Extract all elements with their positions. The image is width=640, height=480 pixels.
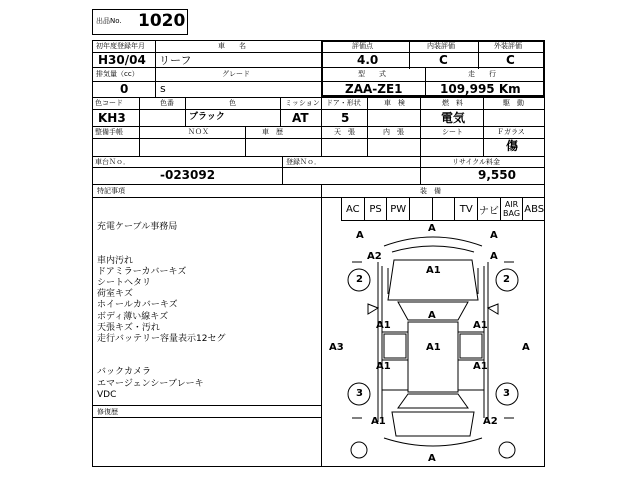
equipment-row [341,197,545,221]
damage-mark: A1 [371,416,386,427]
fglass-label: Ｆガラス [497,128,525,136]
transmission-value: AT [292,111,309,125]
equip-ps: PS [365,198,388,220]
note-line [97,356,319,367]
exterior-value: C [506,53,515,67]
reg-year-label: 初年度登録年月 [96,42,145,50]
roof-label: 天 張 [334,128,355,136]
damage-mark: A2 [483,416,498,427]
recycle-label: リサイクル料金 [452,158,501,166]
damage-mark: A3 [329,342,344,353]
notes-list [97,222,319,401]
transmission-label: ミッション [285,99,320,107]
note-line: ボディ薄い線キズ [97,311,169,322]
interior-value: C [439,53,448,67]
fuel-value: 電気 [441,111,466,125]
reg-year-value: H30/04 [98,53,146,67]
lot-label: 出品No. [96,17,122,25]
equip-blank-1 [410,198,433,220]
repair-label: 修復歴 [97,408,118,416]
chassis-label: 車台Ｎｏ． [95,158,130,166]
car-name-label: 車 名 [218,42,246,50]
note-line [97,244,319,255]
displacement-value: 0 [120,82,129,96]
mileage-label: 走 行 [468,70,496,78]
note-line: バックカメラ [97,367,152,378]
equip-airbag: AIR BAG [501,198,524,220]
car-name-value: リーフ [159,54,192,67]
seat-label: シート [442,128,463,136]
note-line: 充電ケーブル事務局 [97,222,178,232]
rear-bumper [384,438,482,446]
damage-mark: A [428,453,436,464]
damage-mark: A [428,310,436,321]
grade-value: s [160,82,166,95]
damage-mark: A1 [426,265,441,276]
damage-mark: A1 [473,320,488,331]
damage-mark: A [490,230,498,241]
chassis-value: -023092 [160,168,216,182]
registration-label: 登録Ｎｏ． [286,158,321,166]
lot-number: 1020 [138,11,186,31]
front-bumper [384,237,482,246]
rear-window [398,394,468,408]
fuel-label: 燃 料 [442,99,463,107]
damage-mark: A [356,230,364,241]
equip-ac: AC [342,198,365,220]
model-label: 型 式 [358,70,386,78]
score-label: 評価点 [352,42,373,50]
damage-mark: 2 [503,274,510,285]
color-code-value: KH3 [98,111,126,125]
note-line: ホイールカバーキズ [97,300,178,311]
damage-mark: 2 [356,274,363,285]
color-label: 色 [229,99,236,107]
history-label: 車 歴 [262,128,283,136]
equip-tv: TV [455,198,478,220]
interior-label: 内装評価 [427,42,455,50]
damage-mark: 3 [503,388,510,399]
damage-mark: A1 [473,361,488,372]
grade-label: グレード [222,70,250,78]
interior-trim-label: 内 張 [383,128,404,136]
spare-left [351,442,367,458]
note-line: 荷室キズ [97,289,133,300]
damage-mark: A2 [367,251,382,262]
notes-label: 特記事項 [97,187,125,195]
damage-mark: A [490,251,498,262]
doors-label: ドア・形状 [326,99,361,107]
roof [408,322,458,392]
trunk [392,412,474,436]
note-line: シートヘタリ [97,277,152,288]
fglass-value: 傷 [506,139,519,153]
note-line: 天張キズ・汚れ [97,322,160,333]
note-line: VDC [97,389,117,400]
damage-mark: 3 [356,388,363,399]
spare-right [499,442,515,458]
note-line: 車内汚れ [97,255,134,266]
damage-mark: A1 [426,342,441,353]
equip-pw: PW [387,198,410,220]
damage-mark: A1 [376,361,391,372]
note-line [97,233,319,244]
damage-mark: A1 [376,320,391,331]
note-line: ドアミラーカバーキズ [97,266,187,277]
equipment-label: 装 備 [420,187,441,195]
exterior-label: 外装評価 [494,42,522,50]
nox-label: ＮＯＸ [188,128,209,136]
note-line: 走行バッテリー容量表示12セグ [97,333,226,344]
color-code-label: 色コード [95,99,123,107]
inspection-label: 車 検 [384,99,405,107]
model-value: ZAA-ZE1 [345,82,403,96]
mileage-value: 109,995 Km [440,82,521,96]
equip-abs: ABS [524,203,545,215]
damage-mark: A [428,223,436,234]
displacement-label: 排気量（cc） [96,70,139,78]
handbook-label: 整備手帳 [95,128,123,136]
color-no-label: 色番 [160,99,174,107]
note-line [97,345,319,356]
equip-blank-2 [433,198,456,220]
equip-navi: ナビ [478,198,501,220]
recycle-value: 9,550 [478,168,516,182]
note-line: エマージェンシーブレーキ [97,378,204,389]
damage-mark: A [522,342,530,353]
score-value: 4.0 [357,53,379,67]
doors-value: 5 [341,111,350,125]
drive-label: 駆 動 [503,99,524,107]
color-value: ブラック [189,112,225,122]
